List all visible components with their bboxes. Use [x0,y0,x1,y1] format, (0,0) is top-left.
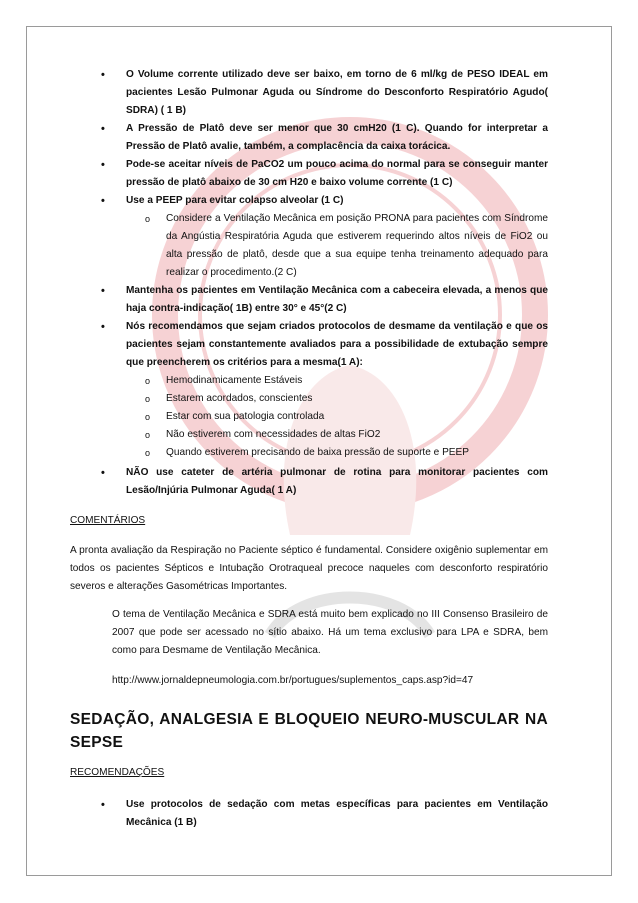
sub-list-item: o Considere a Ventilação Mecânica em posição PRONA para pacientes com Síndrome da Angústia Respiratória Aguda que estiverem requerindo altos níveis de FiO2 ou alta pressão de platô, desde que a sua equipe tenha treinamento adequado para realizar o procedimento.(2 C) [126,210,548,282]
recommendations-list-top [90,66,548,500]
comentarios-paragraph: A pronta avaliação da Respiração no Paciente séptico é fundamental. Considere oxigênio suplementar em todos os pacientes Sépticos e Intubação Orotraqueal precoce naqueles com desconforto respiratório severos e alterações Gasométricas Importantes. [70,545,548,592]
extubation-criteria-list [126,372,548,462]
sub-list-item: o Estar com sua patologia controlada [126,408,548,426]
list-item-weaning [90,318,548,462]
sub-list-item: o Estarem acordados, conscientes [126,390,548,408]
recomendacoes-heading: RECOMENDAÇÕES [70,767,165,778]
list-item: • Use protocolos de sedação com metas específicas para pacientes em Ventilação Mecânica (1 B) [90,796,548,832]
list-item: • NÃO use cateter de artéria pulmonar de rotina para monitorar pacientes com Lesão/Injúria Pulmonar Aguda( 1 A) [90,464,548,500]
consenso-paragraph: O tema de Ventilação Mecânica e SDRA está muito bem explicado no III Consenso Brasileiro de 2007 que pode ser acessado no sítio abaixo. Há um tema exclusivo para LPA e SDRA, bem como para Desmame de Ventilação Mecânica. [112,609,548,656]
list-item: • O Volume corrente utilizado deve ser baixo, em torno de 6 ml/kg de PESO IDEAL em pacientes Lesão Pulmonar Aguda ou Síndrome do Desconforto Respiratório Agudo( SDRA) ( 1 B) [90,66,548,120]
sub-list-item: o Hemodinamicamente Estáveis [126,372,548,390]
sub-list-item: o Não estiverem com necessidades de altas FiO2 [126,426,548,444]
comentarios-heading: COMENTÁRIOS [70,515,146,526]
recommendations-list-sedation [90,796,548,832]
reference-url[interactable]: http://www.jornaldepneumologia.com.br/portugues/suplementos_caps.asp?id=47 [112,675,474,686]
list-item: • Pode-se aceitar níveis de PaCO2 um pouco acima do normal para se conseguir manter pressão de platô abaixo de 30 cm H20 e baixo volume corrente (1 C) [90,156,548,192]
list-item: • A Pressão de Platô deve ser menor que 30 cmH20 (1 C). Quando for interpretar a Pressão de Platô avalie, também, a complacência da caixa torácica. [90,120,548,156]
list-item-text: Nós recomendamos que sejam criados protocolos de desmame da ventilação e que os pacientes sejam constantemente avaliados para a possibilidade de extubação sempre que preencherem os critérios para a mesma(1 A): [126,321,548,368]
sub-list [126,210,548,282]
document-content [70,66,548,832]
list-item: • Mantenha os pacientes em Ventilação Mecânica com a cabeceira elevada, a menos que haja contra-indicação( 1B) entre 30° e 45°(2 C) [90,282,548,318]
list-item-peep [90,192,548,282]
sub-list-item: o Quando estiverem precisando de baixa pressão de suporte e PEEP [126,444,548,462]
list-item-text: Use a PEEP para evitar colapso alveolar (1 C) [126,195,344,206]
section-title: SEDAÇÃO, ANALGESIA E BLOQUEIO NEURO-MUSCULAR NA SEPSE [70,711,548,751]
